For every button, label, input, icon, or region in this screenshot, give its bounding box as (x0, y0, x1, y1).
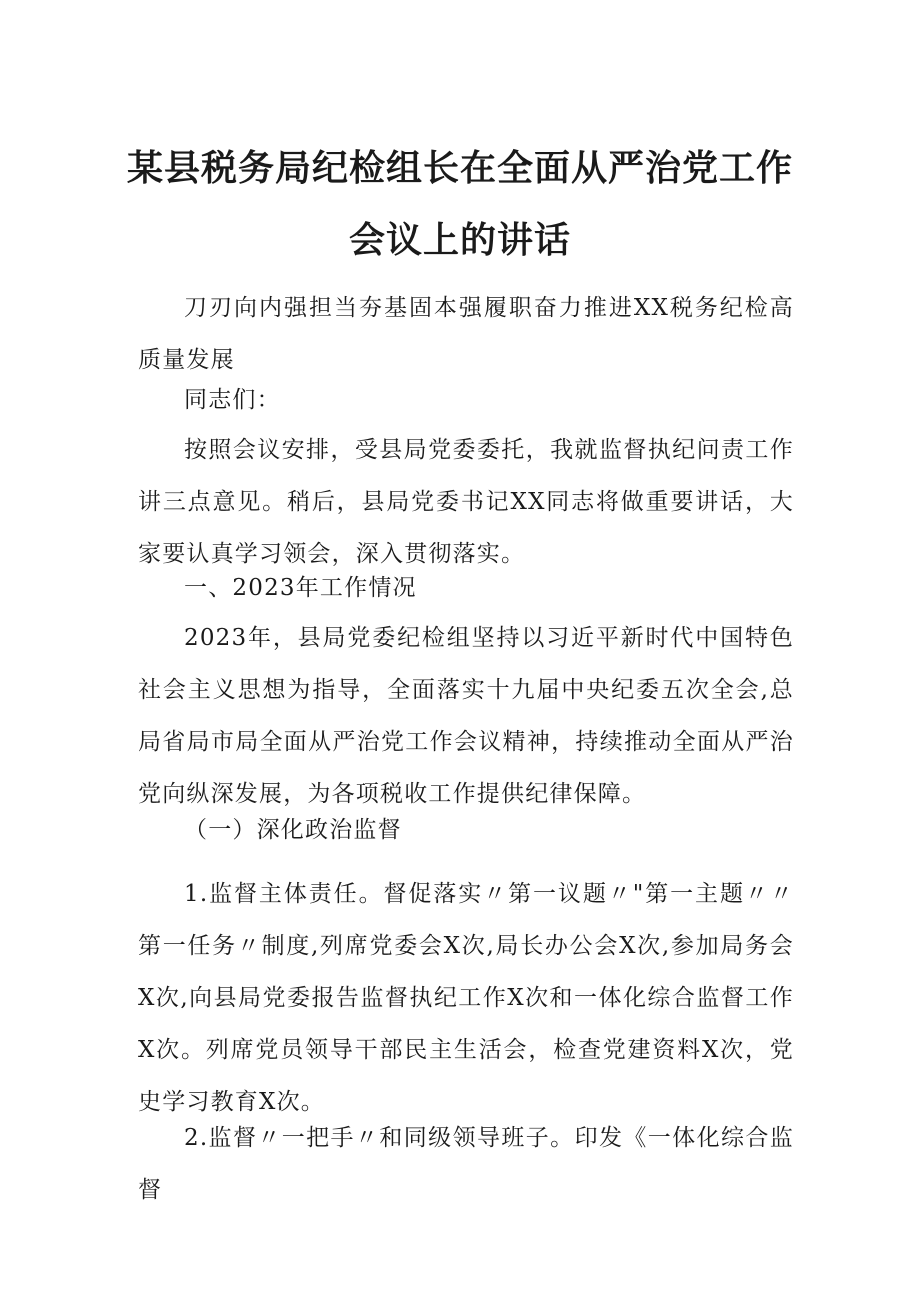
document-title-line-1: 某县税务局纪检组长在全面从严治党工作 (126, 148, 793, 189)
subsection-heading-1: （一）深化政治监督 (184, 817, 402, 843)
section-heading-1: 一、2023年工作情况 (184, 575, 417, 601)
intro-paragraph: 按照会议安排，受县局党委委托，我就监督执纪问责工作讲三点意见。稍后，县局党委书记XX同志将做重要讲话，大家要认真学习领会，深入贯彻落实。 (138, 437, 794, 567)
document-title-line-2: 会议上的讲话 (348, 220, 571, 261)
item-paragraph-2: 2.监督〃一把手〃和同级领导班子。印发《一体化综合监督 (138, 1125, 794, 1203)
greeting: 同志们： (184, 387, 281, 413)
section-1-body: 2023年，县局党委纪检组坚持以习近平新时代中国特色社会主义思想为指导，全面落实十九届中央纪委五次全会,总局省局市局全面从严治党工作会议精神，持续推动全面从严治党向纵深发展，为各项税收工作提供纪律保障。 (138, 625, 794, 807)
item-paragraph-1: 1.监督主体责任。督促落实〃第一议题〃"第一主题〃〃第一任务〃制度,列席党委会X次,局长办公会X次,参加局务会X次,向县局党委报告监督执纪工作X次和一体化综合监督工作X次。列席党员领导干部民主生活会，检查党建资料X次，党史学习教育X次。 (138, 881, 794, 1115)
speech-subtitle: 刀刃向内强担当夯基固本强履职奋力推进XX税务纪检高质量发展 (138, 295, 794, 373)
